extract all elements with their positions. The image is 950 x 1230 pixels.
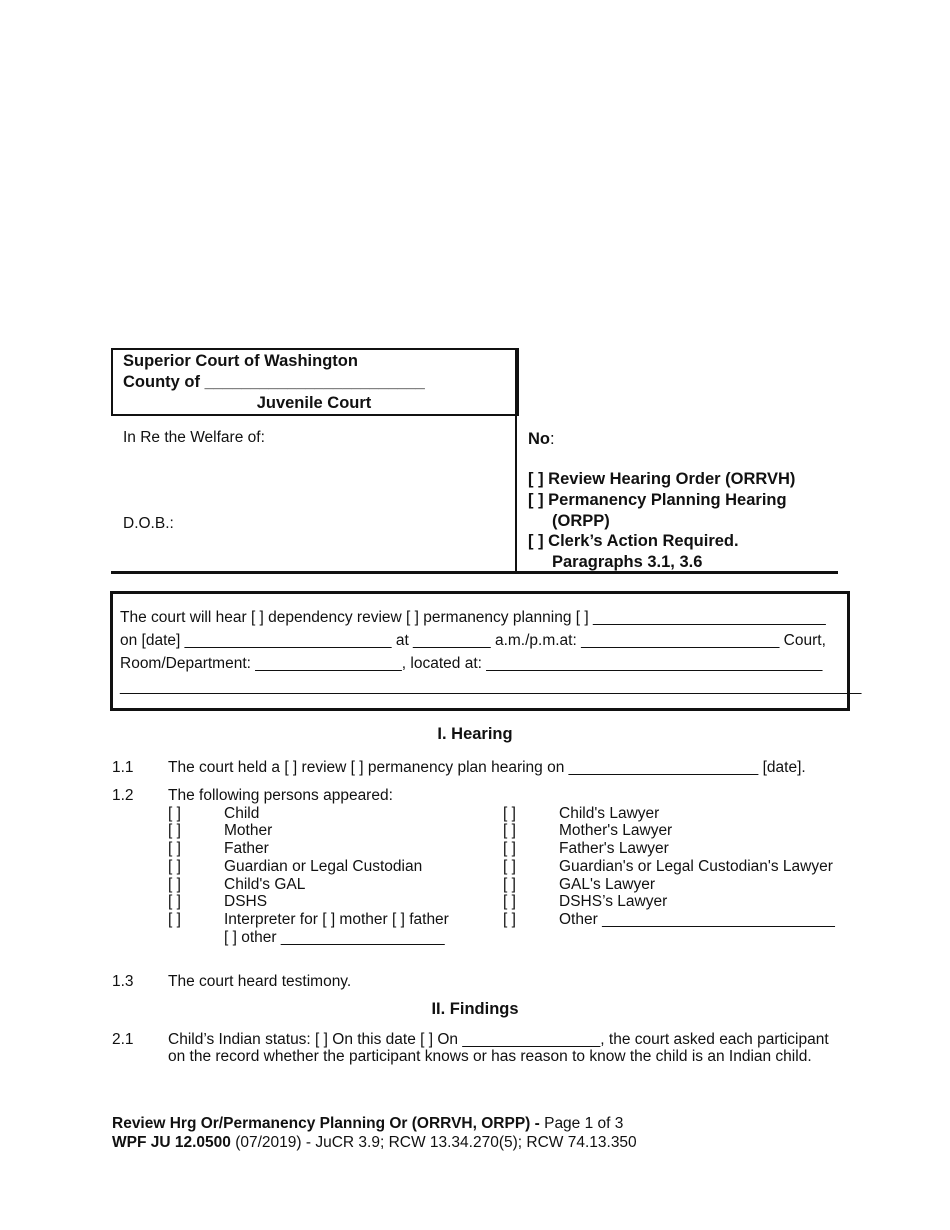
option-label: Permanency Planning Hearing <box>548 491 787 509</box>
case-number-colon: : <box>550 430 555 448</box>
option-label-continued: Paragraphs 3.1, 3.6 <box>552 553 703 571</box>
checkbox[interactable]: [ ] <box>503 840 516 857</box>
person-father: Father <box>224 840 269 857</box>
section-heading-hearing: I. Hearing <box>437 725 513 743</box>
case-number-field[interactable] <box>528 430 555 449</box>
person-childs-gal: Child's GAL <box>224 876 306 893</box>
interpreter-other[interactable]: [ ] other ___________________ <box>224 929 445 946</box>
indian-status-line-2: on the record whether the participant knows or has reason to know the child is an Indian child. <box>168 1048 812 1065</box>
checkbox[interactable]: [ ] <box>168 893 181 910</box>
county-line[interactable]: County of ________________________ <box>123 373 425 391</box>
paragraph-number: 1.1 <box>112 759 134 776</box>
person-other[interactable]: Other ___________________________ <box>559 911 835 928</box>
checkbox[interactable]: [ ] <box>503 876 516 893</box>
checkbox[interactable]: [ ] <box>503 893 516 910</box>
person-dshs: DSHS <box>224 893 268 910</box>
checkbox[interactable]: [ ] <box>503 805 516 822</box>
option-permanency-planning-hearing[interactable] <box>528 491 787 510</box>
person-interpreter[interactable]: Interpreter for [ ] mother [ ] father <box>224 911 449 928</box>
option-label: Clerk’s Action Required. <box>548 532 739 550</box>
caption-divider <box>515 348 517 574</box>
footer-form-number: WPF JU 12.0500 <box>112 1134 231 1151</box>
option-review-hearing-order[interactable] <box>528 470 795 489</box>
checkbox[interactable]: [ ] <box>503 858 516 875</box>
checkbox[interactable]: [ ] <box>168 876 181 893</box>
footer-citation <box>112 1134 637 1152</box>
person-child: Child <box>224 805 260 822</box>
hearing-held-line[interactable]: The court held a [ ] review [ ] permanency plan hearing on ______________________ [date]. <box>168 759 806 776</box>
testimony-line: The court heard testimony. <box>168 973 352 990</box>
case-number-label: No <box>528 430 550 448</box>
indian-status-line-1[interactable]: Child’s Indian status: [ ] On this date [ ] On ________________, the court asked each participant <box>168 1031 829 1048</box>
in-re-label: In Re the Welfare of: <box>123 429 265 446</box>
paragraph-number: 1.2 <box>112 787 134 804</box>
caption-bottom-rule <box>111 571 838 574</box>
person-guardians-lawyer: Guardian's or Legal Custodian's Lawyer <box>559 858 833 875</box>
notice-line-2[interactable]: on [date] ________________________ at _________ a.m./p.m.at: _______________________ Court, <box>120 632 826 649</box>
person-mother: Mother <box>224 822 273 839</box>
footer-page-number: Page 1 of 3 <box>539 1115 624 1132</box>
checkbox[interactable]: [ ] <box>528 532 544 550</box>
person-mothers-lawyer: Mother's Lawyer <box>559 822 673 839</box>
checkbox[interactable]: [ ] <box>168 805 181 822</box>
persons-appeared-label: The following persons appeared: <box>168 787 393 804</box>
checkbox[interactable]: [ ] <box>503 911 516 928</box>
court-name: Superior Court of Washington <box>123 352 358 370</box>
checkbox[interactable]: [ ] <box>168 858 181 875</box>
footer-form-title: Review Hrg Or/Permanency Planning Or (ORRVH, ORPP) - <box>112 1115 540 1132</box>
notice-line-3[interactable]: Room/Department: _________________, located at: _______________________________________ <box>120 655 823 672</box>
person-fathers-lawyer: Father's Lawyer <box>559 840 669 857</box>
footer-rule-refs: (07/2019) - JuCR 3.9; RCW 13.34.270(5); RCW 74.13.350 <box>230 1134 637 1151</box>
footer-title <box>112 1115 623 1133</box>
option-clerks-action[interactable] <box>528 532 739 551</box>
checkbox[interactable]: [ ] <box>168 840 181 857</box>
checkbox[interactable]: [ ] <box>503 822 516 839</box>
juvenile-court-label: Juvenile Court <box>256 394 372 412</box>
checkbox[interactable]: [ ] <box>168 911 181 928</box>
notice-line-1[interactable]: The court will hear [ ] dependency review [ ] permanency planning [ ] ___________________________ <box>120 609 826 626</box>
person-childs-lawyer: Child's Lawyer <box>559 805 660 822</box>
person-gals-lawyer: GAL's Lawyer <box>559 876 655 893</box>
checkbox[interactable]: [ ] <box>528 470 544 488</box>
person-dshs-lawyer: DSHS’s Lawyer <box>559 893 668 910</box>
checkbox[interactable]: [ ] <box>168 822 181 839</box>
checkbox[interactable]: [ ] <box>528 491 544 509</box>
notice-line-4[interactable]: ______________________________________________________________________________________ <box>120 678 862 695</box>
option-label-continued: (ORPP) <box>552 512 610 530</box>
paragraph-number: 1.3 <box>112 973 134 990</box>
paragraph-number: 2.1 <box>112 1031 134 1048</box>
option-label: Review Hearing Order (ORRVH) <box>548 470 796 488</box>
person-guardian: Guardian or Legal Custodian <box>224 858 423 875</box>
dob-label: D.O.B.: <box>123 515 174 532</box>
section-heading-findings: II. Findings <box>431 1000 519 1018</box>
